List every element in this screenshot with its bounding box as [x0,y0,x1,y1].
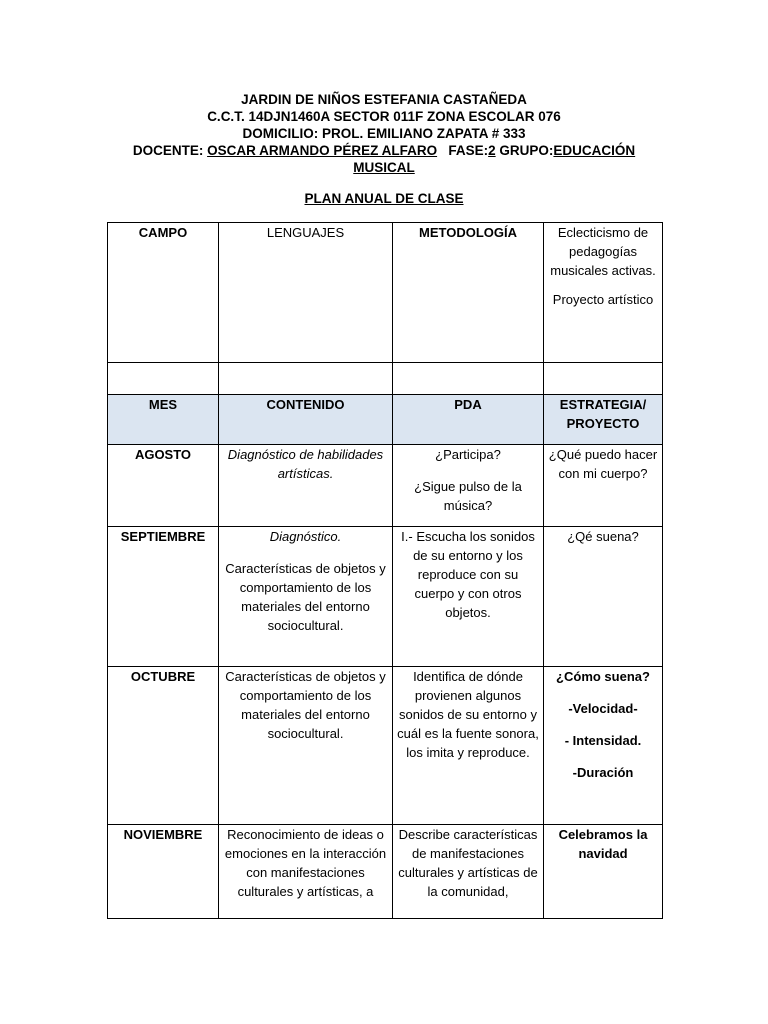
pda-cell: I.- Escucha los sonidos de su entorno y los reproduce con su cuerpo y con otros objetos. [393,527,544,667]
contenido-text-2: Características de objetos y comportamiento de los materiales del entorno sociocultural. [225,561,386,633]
column-header-pda: PDA [393,395,544,445]
group-value: EDUCACIÓN [553,143,636,158]
teacher-name: OSCAR ARMANDO PÉREZ ALFARO [207,143,438,158]
document-header [106,91,662,176]
estrategia-cell: ¿Qé suena? [544,527,663,667]
teacher-line [106,142,662,159]
contenido-cell: Diagnóstico de habilidades artísticas. [219,445,393,527]
column-header-row [108,395,663,445]
plan-table [107,222,663,919]
pda-text-1: ¿Participa? [435,447,501,462]
campo-label: CAMPO [108,223,219,363]
phase-value: 2 [488,143,496,158]
column-header-contenido: CONTENIDO [219,395,393,445]
campo-value: LENGUAJES [219,223,393,363]
column-header-estrategia: ESTRATEGIA/ PROYECTO [544,395,663,445]
pda-cell: Describe características de manifestaciones culturales y artísticas de la comunidad, [393,825,544,919]
table-row [108,825,663,919]
group-value-cont: MUSICAL [353,160,415,175]
empty-cell [219,363,393,395]
school-name: JARDIN DE NIÑOS ESTEFANIA CASTAÑEDA [241,92,527,107]
group-label: GRUPO: [495,143,554,158]
pda-text-2: ¿Sigue pulso de la música? [414,479,522,513]
estrategia-text-1: ¿Cómo suena? [556,669,650,684]
contenido-cell [219,527,393,667]
pda-cell: Identifica de dónde provienen algunos sonidos de su entorno y cuál es la fuente sonora, los imita y reproduce. [393,667,544,825]
table-row [108,445,663,527]
estrategia-cell: ¿Qué puedo hacer con mi cuerpo? [544,445,663,527]
column-header-mes: MES [108,395,219,445]
mes-cell: SEPTIEMBRE [108,527,219,667]
estrategia-cell: Celebramos la navidad [544,825,663,919]
metodologia-value [544,223,663,363]
table-row [108,527,663,667]
metodologia-text-2: Proyecto artístico [552,292,654,307]
pda-cell [393,445,544,527]
info-row [108,223,663,363]
estrategia-cell [544,667,663,825]
contenido-cell: Características de objetos y comportamiento de los materiales del entorno sociocultural. [219,667,393,825]
table-row [108,667,663,825]
mes-cell: OCTUBRE [108,667,219,825]
estrategia-text-2: -Velocidad- [568,701,638,716]
metodologia-text-1: Eclecticismo de pedagogías musicales activas. [550,225,656,278]
contenido-cell: Reconocimiento de ideas o emociones en la interacción con manifestaciones culturales y artísticas, a [219,825,393,919]
contenido-text-1: Diagnóstico. [269,529,342,544]
mes-cell: NOVIEMBRE [108,825,219,919]
estrategia-text-4: -Duración [572,765,634,780]
estrategia-text-3: - Intensidad. [564,733,642,748]
phase-label: FASE: [448,143,489,158]
mes-cell: AGOSTO [108,445,219,527]
empty-cell [108,363,219,395]
empty-cell [393,363,544,395]
school-cct: C.C.T. 14DJN1460A SECTOR 011F ZONA ESCOLAR 076 [207,109,561,124]
metodologia-label: METODOLOGÍA [393,223,544,363]
empty-row [108,363,663,395]
plan-title: PLAN ANUAL DE CLASE [304,191,464,206]
school-address: DOMICILIO: PROL. EMILIANO ZAPATA # 333 [242,126,526,141]
teacher-label: DOCENTE: [132,143,208,158]
empty-cell [544,363,663,395]
